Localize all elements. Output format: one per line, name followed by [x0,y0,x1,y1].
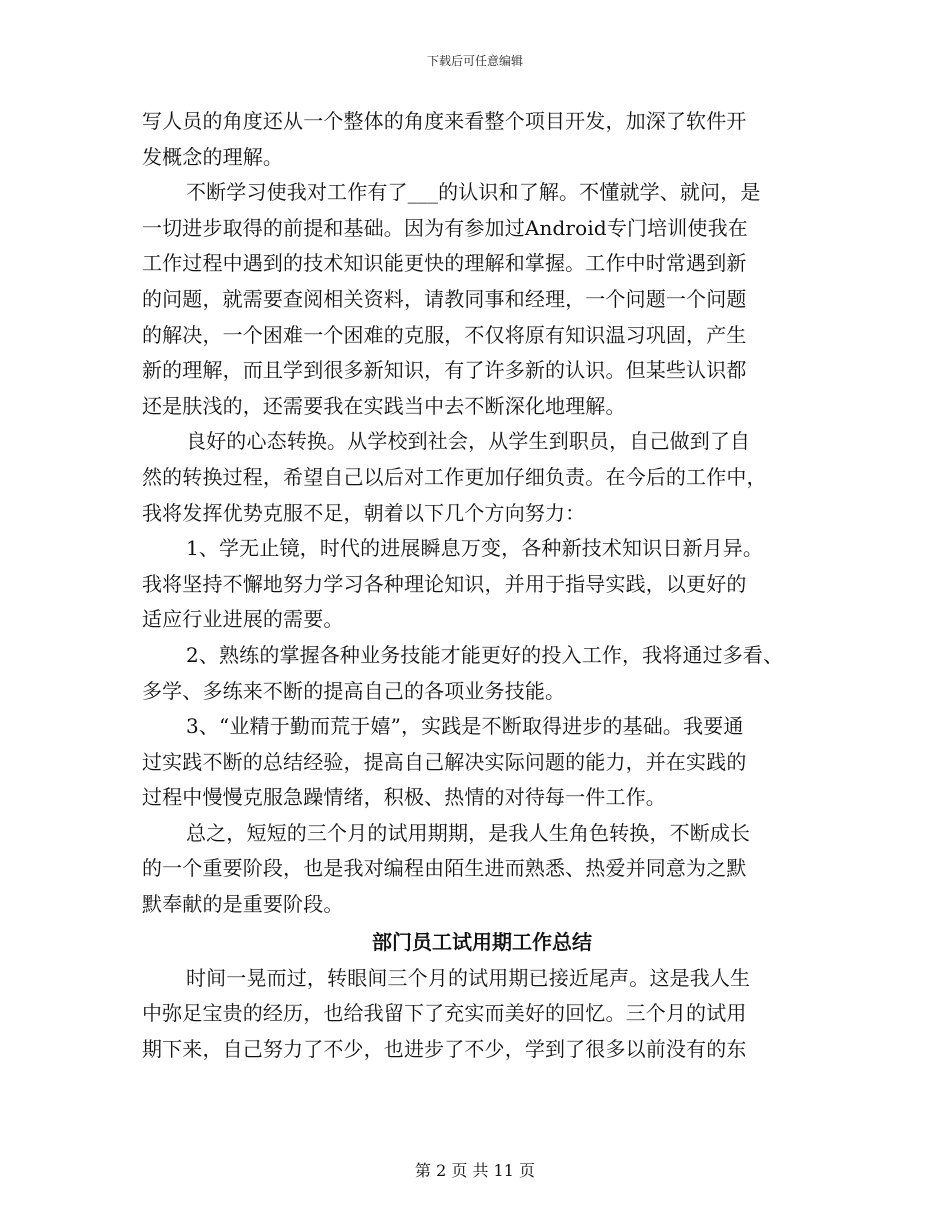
paragraph-line: 发概念的理解。 [142,144,284,169]
paragraph-line: 新的理解，而且学到很多新知识，有了许多新的认识。但某些认识都 [142,358,747,383]
paragraph-line: 适应行业进展的需要。 [142,607,344,632]
paragraph-line: 我将坚持不懈地努力学习各种理论知识，并用于指导实践，以更好的 [142,571,747,596]
paragraph-line: 过程中慢慢克服急躁情绪，积极、热情的对待每一件工作。 [142,785,666,810]
paragraph-line: 的解决，一个困难一个困难的克服，不仅将原有知识温习巩固，产生 [142,322,747,347]
paragraph-line: 中弥足宝贵的经历，也给我留下了充实而美好的回忆。三个月的试用 [142,1001,747,1026]
paragraph-line: 然的转换过程，希望自己以后对工作更加仔细负责。在今后的工作中， [142,464,767,489]
paragraph-line: 默奉献的是重要阶段。 [142,892,344,917]
paragraph-line: 不断学习使我对工作有了___的认识和了解。不懂就学、就问，是 [186,180,761,205]
paragraph-line: 我将发挥优势克服不足，朝着以下几个方向努力： [142,500,586,525]
document-body [142,104,812,1067]
page-header: 下载后可任意编辑 [426,54,523,68]
paragraph-line: 3、“业精于勤而荒于嬉”，实践是不断取得进步的基础。我要通 [186,714,744,739]
paragraph-line: 1、学无止镜，时代的进展瞬息万变，各种新技术知识日新月异。 [186,536,764,561]
paragraph-line: 总之，短短的三个月的试用期期，是我人生角色转换，不断成长 [186,820,751,845]
page-number: 第 2 页 共 11 页 [415,1161,535,1180]
paragraph-line: 写人员的角度还从一个整体的角度来看整个项目开发，加深了软件开 [142,109,747,133]
paragraph-line: 时间一晃而过，转眼间三个月的试用期已接近尾声。这是我人生 [186,965,751,990]
paragraph-line: 良好的心态转换。从学校到社会，从学生到职员，自己做到了自 [186,429,751,454]
paragraph-line: 工作过程中遇到的技术知识能更快的理解和掌握。工作中时常遇到新 [142,251,747,276]
paragraph-line: 的一个重要阶段，也是我对编程由陌生进而熟悉、热爱并同意为之默 [142,856,747,881]
paragraph-line: 2、熟练的掌握各种业务技能才能更好的投入工作，我将通过多看、 [186,642,784,667]
paragraph-line: 的问题，就需要查阅相关资料，请教同事和经理，一个问题一个问题 [142,286,747,311]
paragraph-line: 还是肤浅的，还需要我在实践当中去不断深化地理解。 [142,393,626,418]
paragraph-line: 期下来，自己努力了不少，也进步了不少，学到了很多以前没有的东 [142,1036,747,1061]
paragraph-line: 多学、多练来不断的提高自己的各项业务技能。 [142,678,566,703]
paragraph-line: 一切进步取得的前提和基础。因为有参加过Android专门培训使我在 [142,215,748,240]
paragraph-line: 过实践不断的总结经验，提高自己解决实际问题的能力，并在实践的 [142,749,747,774]
section-title: 部门员工试用期工作总结 [372,929,592,954]
